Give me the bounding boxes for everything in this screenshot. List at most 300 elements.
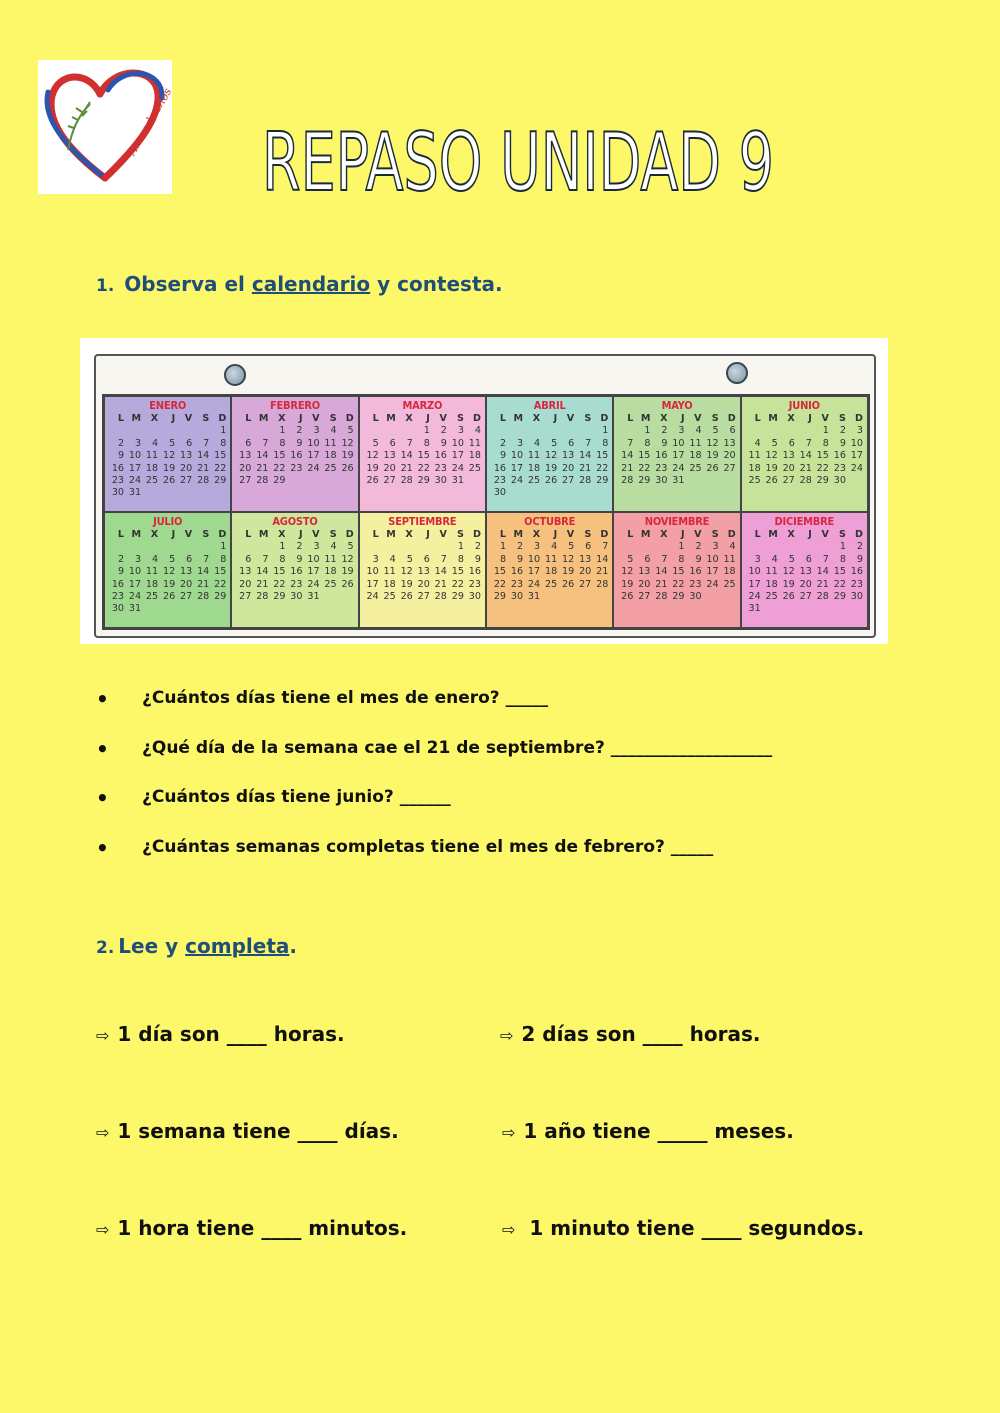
day-cell: 11 [145, 566, 159, 578]
day-cell: 16 [111, 462, 125, 474]
day-cell: 1 [220, 425, 227, 437]
day-cell [720, 591, 737, 603]
day-cell [159, 603, 176, 615]
day-cell: 10 [672, 437, 685, 449]
day-cell: 6 [186, 437, 193, 449]
day-cell: 20 [562, 462, 575, 474]
day-cell: 14 [434, 566, 447, 578]
day-cell: 20 [782, 462, 795, 474]
day-cell: 1 [839, 541, 846, 553]
day-cell [176, 603, 193, 615]
month-name: AGOSTO [272, 515, 318, 528]
day-cell [397, 425, 414, 437]
day-cell: 17 [366, 578, 379, 590]
day-cell: 10 [128, 450, 142, 462]
day-cell: 20 [638, 578, 651, 590]
day-cell: 2 [440, 425, 447, 437]
day-cell: 5 [568, 541, 575, 553]
day-cell: 3 [516, 437, 524, 449]
day-cell: 7 [262, 437, 269, 449]
day-cell [108, 541, 125, 553]
weekday-label: S [329, 413, 337, 424]
calendar-month [486, 396, 613, 512]
day-cell: 31 [527, 591, 541, 603]
day-cell: 8 [499, 553, 507, 565]
day-cell: 12 [366, 450, 379, 462]
day-cell: 10 [706, 553, 719, 565]
weekday-label: V [439, 413, 447, 424]
day-cell: 11 [324, 553, 337, 565]
month-name: DICIEMBRE [774, 515, 835, 528]
day-cell [414, 541, 431, 553]
day-cell: 12 [621, 566, 634, 578]
day-cell: 24 [128, 475, 142, 487]
day-cell: 20 [417, 578, 430, 590]
logo-text: Amor de Dios [125, 85, 175, 158]
day-cell: 19 [562, 566, 575, 578]
day-cell: 25 [145, 475, 159, 487]
day-cell: 8 [457, 553, 464, 565]
day-cell: 26 [544, 475, 558, 487]
weekday-label: X [787, 529, 795, 540]
day-cell: 10 [128, 566, 142, 578]
day-cell: 26 [366, 475, 379, 487]
month-name: OCTUBRE [524, 515, 576, 528]
weekday-label: X [405, 529, 413, 540]
day-cell: 3 [856, 425, 863, 437]
day-cell: 29 [493, 591, 507, 603]
month-name: FEBRERO [269, 399, 321, 412]
day-cell: 13 [180, 566, 193, 578]
day-cell: 26 [162, 475, 176, 487]
day-cell: 9 [296, 553, 303, 565]
day-cell: 8 [822, 437, 829, 449]
day-cell: 14 [799, 450, 812, 462]
day-cell: 9 [661, 437, 668, 449]
day-cell [524, 425, 541, 437]
day-cell: 30 [111, 487, 125, 499]
calendar-board [94, 354, 876, 638]
day-cell: 15 [833, 566, 846, 578]
day-cell: 20 [383, 462, 396, 474]
weekday-label: M [131, 413, 142, 424]
day-cell: 17 [128, 462, 142, 474]
day-cell: 22 [451, 578, 464, 590]
weekday-label: L [499, 413, 507, 424]
day-cell: 18 [544, 566, 558, 578]
day-cell [847, 603, 864, 615]
day-cell: 13 [239, 450, 252, 462]
day-cell: 15 [214, 450, 227, 462]
day-cell: 25 [145, 591, 159, 603]
day-cell: 15 [273, 450, 286, 462]
day-cell: 4 [330, 541, 337, 553]
day-cell: 15 [816, 450, 829, 462]
day-cell: 22 [493, 578, 507, 590]
month-name: JUNIO [788, 399, 820, 412]
day-cell [142, 425, 159, 437]
day-cell: 28 [256, 475, 269, 487]
calendar-month [741, 396, 868, 512]
day-cell: 23 [493, 475, 507, 487]
day-cell: 19 [162, 462, 176, 474]
day-cell: 2 [474, 541, 481, 553]
day-cell: 31 [748, 603, 761, 615]
day-cell: 25 [324, 578, 337, 590]
section-1-underlined: calendario [251, 272, 371, 296]
month-days [363, 413, 482, 487]
month-name: ENERO [149, 399, 187, 412]
day-cell: 15 [214, 566, 227, 578]
calendar-month [359, 512, 486, 628]
day-cell: 1 [457, 541, 464, 553]
day-cell: 30 [833, 475, 846, 487]
calendar-month [359, 396, 486, 512]
day-cell: 12 [341, 437, 354, 449]
day-cell: 18 [689, 450, 702, 462]
day-cell [363, 541, 380, 553]
weekday-label: L [117, 529, 125, 540]
day-cell: 30 [850, 591, 863, 603]
day-cell: 26 [782, 591, 795, 603]
fill-in-text: 1 hora tiene ____ minutos. [117, 1216, 408, 1240]
day-cell: 3 [534, 541, 541, 553]
day-cell: 17 [128, 578, 142, 590]
day-cell: 8 [279, 553, 286, 565]
day-cell: 9 [516, 553, 524, 565]
questions-list [96, 688, 916, 886]
day-cell: 1 [822, 425, 829, 437]
day-cell [762, 603, 779, 615]
day-cell: 22 [273, 578, 286, 590]
weekday-label: L [627, 413, 634, 424]
month-days [363, 529, 482, 603]
day-cell: 22 [596, 462, 609, 474]
day-cell: 20 [239, 578, 252, 590]
day-cell: 8 [279, 437, 286, 449]
day-cell: 4 [152, 553, 159, 565]
day-cell: 27 [723, 462, 736, 474]
day-cell: 19 [782, 578, 795, 590]
section-2-underlined: completa [185, 934, 290, 958]
day-cell: 19 [765, 462, 778, 474]
day-cell [321, 475, 338, 487]
day-cell: 13 [417, 566, 430, 578]
weekday-label: S [457, 413, 464, 424]
day-cell: 14 [596, 553, 609, 565]
day-cell: 7 [627, 437, 634, 449]
day-cell: 2 [695, 541, 702, 553]
day-cell: 11 [748, 450, 761, 462]
day-cell: 22 [214, 578, 227, 590]
day-cell: 6 [644, 553, 651, 565]
day-cell: 2 [117, 553, 125, 565]
day-cell: 30 [468, 591, 481, 603]
day-cell: 27 [782, 475, 795, 487]
day-cell: 10 [527, 553, 541, 565]
section-2-text-after: . [289, 934, 297, 958]
month-name: ABRIL [533, 399, 566, 412]
day-cell [142, 541, 159, 553]
day-cell: 13 [638, 566, 651, 578]
day-cell: 24 [510, 475, 524, 487]
fill-in-item [500, 1022, 760, 1046]
day-cell: 10 [307, 437, 320, 449]
weekday-label: D [218, 413, 227, 424]
weekday-label: M [131, 529, 142, 540]
day-cell: 28 [816, 591, 829, 603]
day-cell: 1 [423, 425, 430, 437]
day-cell: 21 [596, 566, 609, 578]
day-cell: 23 [510, 578, 524, 590]
weekday-label: S [839, 413, 846, 424]
day-cell: 31 [307, 591, 320, 603]
day-cell: 27 [417, 591, 430, 603]
day-cell: 13 [239, 566, 252, 578]
day-cell [558, 487, 575, 499]
weekday-label: D [600, 529, 609, 540]
day-cell: 6 [423, 553, 430, 565]
day-cell: 17 [307, 450, 320, 462]
day-cell: 5 [347, 425, 354, 437]
day-cell: 22 [833, 578, 846, 590]
day-cell: 2 [296, 541, 303, 553]
day-cell: 30 [290, 591, 303, 603]
logo [38, 60, 175, 194]
day-cell: 23 [655, 462, 668, 474]
day-cell: 25 [544, 578, 558, 590]
question-item: • ¿Cuántas semanas completas tiene el mes de febrero? _____ [96, 837, 916, 887]
day-cell: 2 [499, 437, 507, 449]
day-cell: 7 [822, 553, 829, 565]
day-cell: 27 [180, 475, 193, 487]
day-cell: 26 [765, 475, 778, 487]
calendar-month [613, 512, 740, 628]
day-cell: 28 [596, 578, 609, 590]
day-cell [193, 603, 210, 615]
weekday-label: V [184, 529, 193, 540]
day-cell [779, 603, 796, 615]
weekday-label: D [473, 413, 481, 424]
day-cell: 31 [128, 487, 142, 499]
day-cell [304, 475, 321, 487]
day-cell: 9 [695, 553, 702, 565]
day-cell: 15 [638, 450, 651, 462]
weekday-label: S [202, 529, 210, 540]
day-cell: 14 [655, 566, 668, 578]
weekday-label: X [787, 413, 795, 424]
day-cell [176, 425, 193, 437]
weekday-label: M [258, 413, 269, 424]
day-cell: 24 [307, 462, 320, 474]
day-cell: 12 [765, 450, 778, 462]
title-text: REPASO UNIDAD 9 [262, 116, 774, 209]
day-cell: 11 [527, 450, 541, 462]
day-cell: 1 [678, 541, 685, 553]
day-cell: 19 [366, 462, 379, 474]
day-cell: 6 [245, 437, 252, 449]
calendar-month [231, 512, 358, 628]
day-cell: 3 [134, 437, 142, 449]
weekday-label: X [532, 529, 541, 540]
day-cell: 13 [579, 553, 592, 565]
day-cell: 9 [474, 553, 481, 565]
day-cell: 29 [214, 591, 227, 603]
arrow-right-icon: ⇨ [500, 1026, 514, 1045]
weekday-label: M [768, 529, 778, 540]
weekday-label: D [727, 413, 736, 424]
day-cell: 24 [451, 462, 464, 474]
day-cell [541, 487, 558, 499]
day-cell [125, 425, 142, 437]
weekday-label: V [694, 413, 702, 424]
day-cell: 9 [440, 437, 447, 449]
day-cell: 20 [799, 578, 812, 590]
day-cell: 14 [579, 450, 592, 462]
day-cell: 30 [510, 591, 524, 603]
day-cell: 12 [162, 450, 176, 462]
day-cell: 15 [451, 566, 464, 578]
day-cell [558, 591, 575, 603]
weekday-label: S [584, 413, 592, 424]
day-cell [830, 603, 847, 615]
day-cell: 9 [499, 450, 507, 462]
day-cell: 29 [417, 475, 430, 487]
section-2-heading [96, 934, 297, 958]
day-cell [847, 475, 864, 487]
day-cell: 7 [203, 437, 210, 449]
day-cell [286, 475, 303, 487]
day-cell: 20 [239, 462, 252, 474]
day-cell [252, 425, 269, 437]
day-cell: 3 [754, 553, 761, 565]
day-cell: 1 [644, 425, 651, 437]
day-cell: 2 [296, 425, 303, 437]
day-cell: 16 [689, 566, 702, 578]
weekday-label: S [329, 529, 337, 540]
day-cell: 4 [754, 437, 761, 449]
day-cell: 8 [678, 553, 685, 565]
day-cell: 10 [748, 566, 761, 578]
day-cell: 26 [341, 462, 354, 474]
weekday-label: M [513, 529, 524, 540]
day-cell: 1 [279, 541, 286, 553]
day-cell: 31 [128, 603, 142, 615]
day-cell: 3 [372, 553, 379, 565]
day-cell [210, 603, 227, 615]
weekday-label: X [150, 529, 159, 540]
weekday-label: J [680, 413, 685, 424]
weekday-label: S [202, 413, 210, 424]
fill-in-item [502, 1119, 794, 1143]
month-days [490, 413, 609, 500]
day-cell: 6 [788, 437, 795, 449]
day-cell: 20 [579, 566, 592, 578]
section-2-text-before: Lee y [118, 934, 179, 958]
day-cell: 7 [406, 437, 413, 449]
day-cell: 6 [805, 553, 812, 565]
month-name: MARZO [402, 399, 443, 412]
day-cell [507, 425, 524, 437]
day-cell: 4 [330, 425, 337, 437]
day-cell: 5 [169, 553, 176, 565]
day-cell: 28 [579, 475, 592, 487]
day-cell [575, 487, 592, 499]
day-cell: 22 [638, 462, 651, 474]
page-title [258, 110, 818, 210]
day-cell [176, 487, 193, 499]
weekday-label: J [808, 529, 812, 540]
day-cell: 4 [389, 553, 396, 565]
day-cell: 5 [788, 553, 795, 565]
calendar-month [231, 396, 358, 512]
day-cell: 12 [162, 566, 176, 578]
weekday-label: J [680, 529, 685, 540]
weekday-label: M [513, 413, 524, 424]
day-cell: 8 [423, 437, 430, 449]
day-cell: 23 [290, 578, 303, 590]
weekday-label: X [278, 529, 286, 540]
weekday-label: J [426, 529, 430, 540]
weekday-label: J [808, 413, 812, 424]
day-cell: 29 [833, 591, 846, 603]
day-cell: 18 [468, 450, 481, 462]
day-cell: 13 [799, 566, 812, 578]
month-name: JULIO [153, 515, 183, 528]
day-cell: 4 [474, 425, 481, 437]
day-cell: 5 [406, 553, 413, 565]
day-cell: 21 [655, 578, 668, 590]
weekday-label: L [117, 413, 125, 424]
day-cell [592, 591, 609, 603]
day-cell: 8 [602, 437, 609, 449]
day-cell: 3 [134, 553, 142, 565]
calendar-month [104, 512, 231, 628]
day-cell [558, 425, 575, 437]
weekday-label: S [711, 413, 719, 424]
weekday-label: D [600, 413, 609, 424]
weekday-label: S [457, 529, 464, 540]
day-cell: 16 [111, 578, 125, 590]
day-cell: 23 [111, 591, 125, 603]
day-cell [235, 425, 252, 437]
weekday-label: V [184, 413, 193, 424]
day-cell [524, 487, 541, 499]
weekday-label: V [566, 413, 575, 424]
day-cell: 30 [111, 603, 125, 615]
day-cell: 9 [117, 450, 125, 462]
day-cell: 11 [324, 437, 337, 449]
day-cell: 12 [562, 553, 575, 565]
day-cell: 2 [516, 541, 524, 553]
calendar-month [104, 396, 231, 512]
arrow-right-icon: ⇨ [502, 1123, 516, 1142]
day-cell: 7 [585, 437, 592, 449]
day-cell: 17 [748, 578, 761, 590]
day-cell [465, 475, 482, 487]
day-cell [142, 487, 159, 499]
day-cell: 7 [203, 553, 210, 565]
day-cell: 12 [400, 566, 413, 578]
day-cell: 22 [417, 462, 430, 474]
day-cell: 10 [850, 437, 863, 449]
month-days [235, 529, 354, 603]
weekday-label: X [532, 413, 541, 424]
day-cell: 3 [457, 425, 464, 437]
weekday-label: J [426, 413, 430, 424]
day-cell: 16 [833, 450, 846, 462]
day-cell: 6 [568, 437, 575, 449]
